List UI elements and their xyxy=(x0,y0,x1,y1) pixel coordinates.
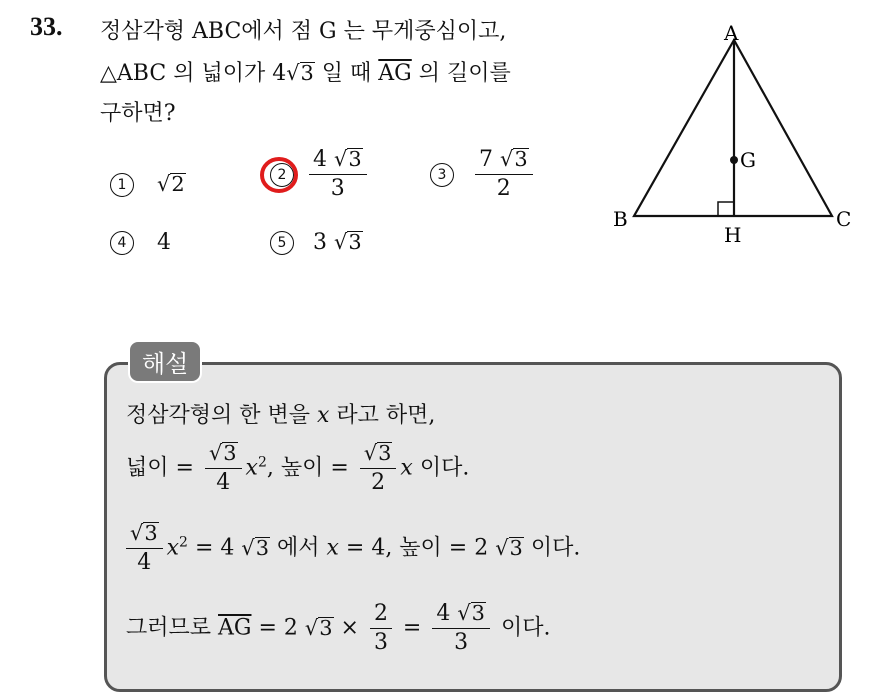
label-g: G xyxy=(740,148,756,172)
centroid-point xyxy=(730,156,738,164)
red-circle-annotation xyxy=(258,154,302,196)
label-h: H xyxy=(724,223,742,247)
choice-2-mark: 2 xyxy=(270,163,294,187)
choice-3[interactable] xyxy=(430,148,537,201)
choice-1-value: √2 xyxy=(157,172,185,196)
question-line-2-post: 의 길이를 xyxy=(411,61,511,86)
choice-4-value: 4 xyxy=(157,230,171,255)
label-b: B xyxy=(613,207,628,231)
question-line-2-mid: 일 때 xyxy=(314,61,379,86)
question-line-2 xyxy=(100,56,511,87)
choice-5-value: 3 √3 xyxy=(313,230,362,255)
question-line-1: 정삼각형 ABC에서 점 G 는 무게중심이고, xyxy=(100,19,507,44)
question-line-3: 구하면? xyxy=(100,101,176,126)
choice-2-fraction: $\frac{4 √3}{3}$ xyxy=(309,148,367,201)
choice-5[interactable] xyxy=(270,230,363,255)
solution-line-3: $\frac{√3}{4}$ $x^2 = 4$ √3 에서 x = 4, 높이 = 2 √3 이다. xyxy=(126,522,580,575)
choice-4-mark: 4 xyxy=(110,231,134,255)
solution-line-4: 그러므로 $\overline{AG} = 2$ √3 × $\frac{2}{3}$ = $\frac{4 √3}{3}$ 이다. xyxy=(126,601,551,656)
choice-2[interactable] xyxy=(266,148,371,201)
choice-3-mark: 3 xyxy=(430,163,454,187)
triangle-diagram xyxy=(600,20,870,250)
choice-1-mark: 1 xyxy=(110,173,134,197)
choice-4[interactable] xyxy=(110,230,171,255)
sqrt-symbol: √3 xyxy=(286,61,314,85)
question-number: 33. xyxy=(30,12,63,41)
question-line-2-pre: △ABC 의 넓이가 4 xyxy=(100,61,287,86)
solution-line-1: 정삼각형의 한 변을 x 라고 하면, xyxy=(126,403,436,428)
label-c: C xyxy=(836,207,852,231)
segment-ag: $\overline{AG}$ xyxy=(378,61,412,86)
solution-tag: 해설 xyxy=(128,340,202,383)
label-a: A xyxy=(724,21,739,45)
choice-5-mark: 5 xyxy=(270,231,294,255)
choice-3-fraction: $\frac{7 √3}{2}$ xyxy=(475,148,533,201)
right-angle-mark xyxy=(718,202,734,216)
solution-line-2: 넓이 = $\frac{√3}{4}$ $x^2$, 높이 = $\frac{√3}{2}$ x 이다. xyxy=(126,441,470,496)
choice-1[interactable] xyxy=(110,172,186,197)
